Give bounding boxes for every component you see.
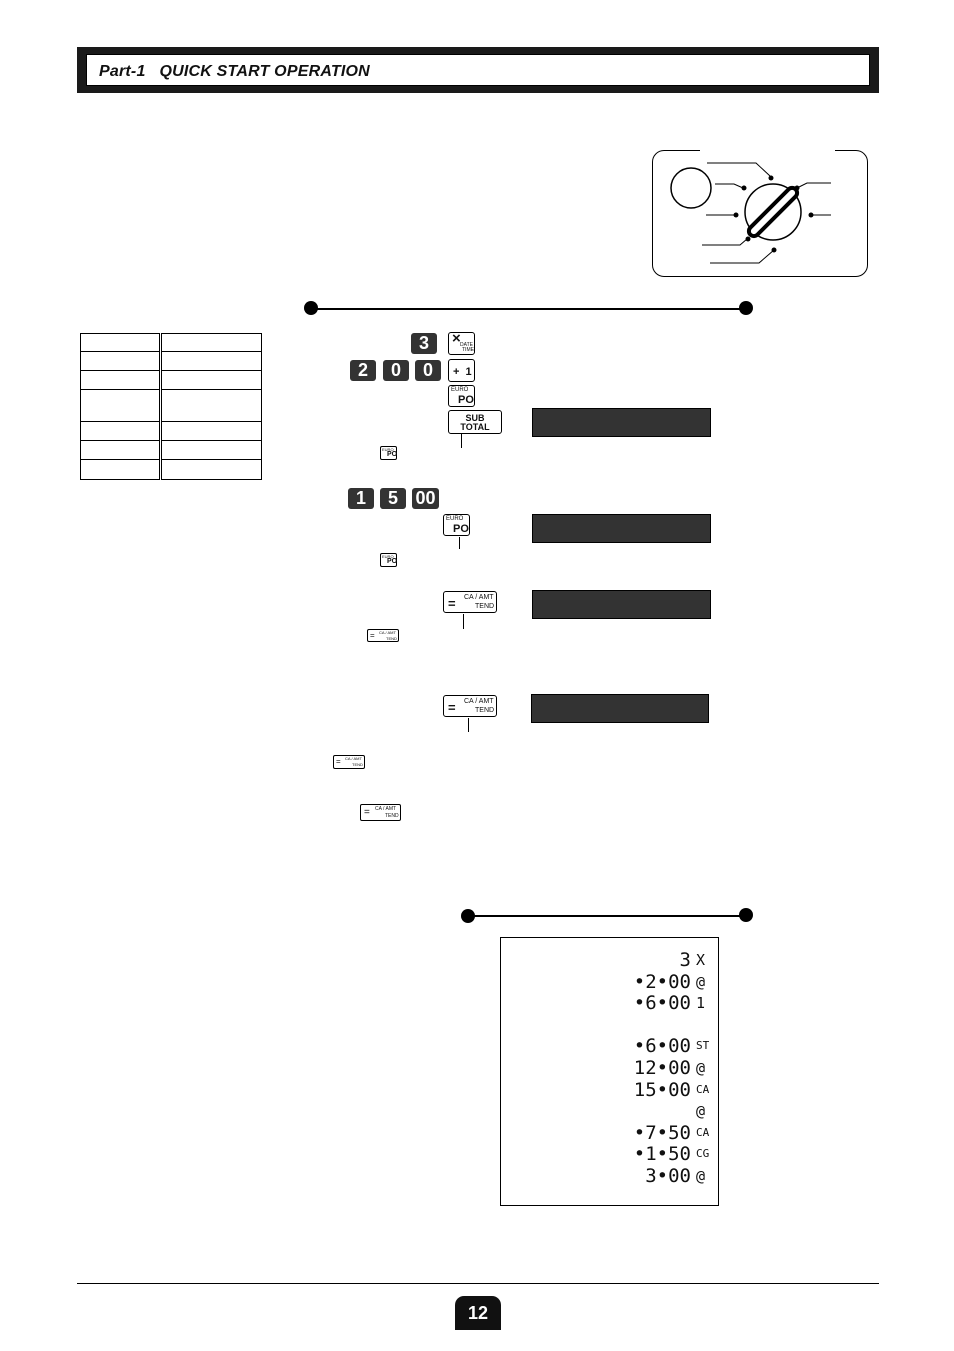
equals-label: = bbox=[448, 700, 456, 715]
key-0[interactable]: 0 bbox=[415, 360, 441, 381]
receipt-symbol: @ bbox=[696, 1059, 706, 1077]
settings-table bbox=[80, 333, 262, 480]
page-number: 12 bbox=[455, 1296, 501, 1330]
table-cell bbox=[81, 371, 161, 390]
cash-amount-tendered-key[interactable] bbox=[443, 591, 497, 613]
operation-rule-end-dot bbox=[739, 301, 753, 315]
table-cell bbox=[81, 352, 161, 371]
tend-label: TEND bbox=[386, 636, 397, 641]
operation-rule bbox=[311, 308, 746, 310]
receipt-rule-end-dot bbox=[739, 908, 753, 922]
key-3[interactable]: 3 bbox=[411, 333, 437, 354]
equals-label: = bbox=[364, 807, 370, 818]
tend-label: TEND bbox=[352, 762, 363, 767]
cash-amount-tendered-key-small[interactable] bbox=[360, 804, 401, 821]
euro-label: EURO bbox=[382, 447, 394, 452]
footer-rule bbox=[77, 1283, 879, 1284]
table-cell bbox=[161, 441, 262, 460]
receipt-rule bbox=[468, 915, 746, 917]
receipt-symbol: @ bbox=[696, 1167, 706, 1185]
receipt-symbol: 1 bbox=[696, 994, 706, 1012]
euro-label: EURO bbox=[382, 554, 394, 559]
date-label: DATE bbox=[460, 342, 473, 348]
receipt-symbol: ST bbox=[696, 1039, 710, 1052]
table-cell bbox=[161, 390, 262, 422]
receipt-amount: •1•50 bbox=[633, 1143, 691, 1165]
receipt-symbol: CA bbox=[696, 1083, 710, 1096]
euro-label: EURO bbox=[446, 516, 464, 522]
euro-po-key[interactable] bbox=[443, 514, 470, 536]
table-cell bbox=[161, 422, 262, 441]
mode-switch-illustration bbox=[652, 150, 868, 277]
key-2[interactable]: 2 bbox=[350, 360, 376, 381]
euro-po-key-small[interactable] bbox=[380, 446, 397, 460]
receipt-amount: •7•50 bbox=[633, 1122, 691, 1144]
receipt-amount: •2•00 bbox=[633, 971, 691, 993]
display-panel bbox=[532, 408, 711, 437]
table-cell bbox=[81, 422, 161, 441]
pointer-tick bbox=[463, 614, 464, 629]
display-panel bbox=[532, 590, 711, 619]
ca-amt-label: CA / AMT bbox=[464, 594, 494, 601]
tend-label: TEND bbox=[475, 603, 495, 610]
table-cell bbox=[161, 334, 262, 352]
table-cell bbox=[161, 371, 262, 390]
table-cell bbox=[81, 334, 161, 352]
ca-amt-label: CA / AMT bbox=[379, 630, 396, 635]
pointer-tick bbox=[461, 434, 462, 448]
mode-key-hole-icon bbox=[671, 168, 711, 208]
receipt-amount: 15•00 bbox=[633, 1079, 691, 1101]
department-1-key[interactable] bbox=[448, 359, 475, 382]
multiply-icon: × bbox=[452, 330, 461, 347]
cash-amount-tendered-key[interactable] bbox=[443, 695, 497, 717]
time-label: TIME bbox=[462, 347, 474, 353]
display-panel bbox=[531, 694, 709, 723]
po-label: PO bbox=[387, 558, 398, 565]
equals-label: = bbox=[448, 596, 456, 611]
subtotal-key[interactable] bbox=[448, 410, 502, 434]
key-5[interactable]: 5 bbox=[380, 488, 406, 509]
ca-amt-label: CA / AMT bbox=[345, 756, 362, 761]
receipt-symbol: CA bbox=[696, 1126, 710, 1139]
receipt-amount: •6•00 bbox=[633, 1035, 691, 1057]
section-header-frame bbox=[86, 54, 870, 86]
receipt-symbol: @ bbox=[696, 1102, 706, 1120]
key-1[interactable]: 1 bbox=[348, 488, 374, 509]
cash-amount-tendered-key-small[interactable] bbox=[333, 755, 365, 769]
table-cell bbox=[161, 460, 262, 480]
section-title: Part-1 QUICK START OPERATION bbox=[99, 63, 370, 80]
receipt-amount: 3 bbox=[679, 949, 691, 971]
equals-label: = bbox=[336, 757, 341, 766]
receipt bbox=[500, 937, 719, 1206]
multiply-date-time-key[interactable] bbox=[448, 332, 475, 355]
euro-po-key-small[interactable] bbox=[380, 553, 397, 567]
tend-label: TEND bbox=[385, 813, 399, 819]
equals-label: = bbox=[370, 631, 375, 640]
receipt-amount: 3•00 bbox=[645, 1165, 691, 1187]
key-00[interactable]: 00 bbox=[412, 488, 439, 509]
table-cell bbox=[81, 441, 161, 460]
key-0[interactable]: 0 bbox=[383, 360, 409, 381]
department-1-label: + 1 bbox=[453, 366, 472, 378]
cash-amount-tendered-key-small[interactable] bbox=[367, 629, 399, 642]
po-label: PO bbox=[453, 523, 469, 535]
receipt-amount: •6•00 bbox=[633, 992, 691, 1014]
pointer-tick bbox=[468, 718, 469, 732]
po-label: PO bbox=[387, 451, 398, 458]
po-label: PO bbox=[458, 394, 474, 406]
receipt-symbol: CG bbox=[696, 1147, 710, 1160]
receipt-rule-start-dot bbox=[461, 909, 475, 923]
euro-po-key[interactable] bbox=[448, 385, 475, 407]
pointer-tick bbox=[459, 537, 460, 549]
receipt-symbol: X bbox=[696, 951, 706, 969]
operation-rule-start-dot bbox=[304, 301, 318, 315]
section-header bbox=[77, 47, 879, 93]
display-panel bbox=[532, 514, 711, 543]
table-cell bbox=[81, 460, 161, 480]
ca-amt-label: CA / AMT bbox=[464, 698, 494, 705]
ca-amt-label: CA / AMT bbox=[375, 806, 397, 812]
subtotal-label-line1: SUB bbox=[465, 413, 485, 423]
receipt-symbol: @ bbox=[696, 973, 706, 991]
table-cell bbox=[161, 352, 262, 371]
tend-label: TEND bbox=[475, 707, 495, 714]
euro-label: EURO bbox=[451, 387, 469, 393]
receipt-amount: 12•00 bbox=[633, 1057, 691, 1079]
subtotal-label-line2: TOTAL bbox=[460, 422, 490, 432]
table-cell bbox=[81, 390, 161, 422]
